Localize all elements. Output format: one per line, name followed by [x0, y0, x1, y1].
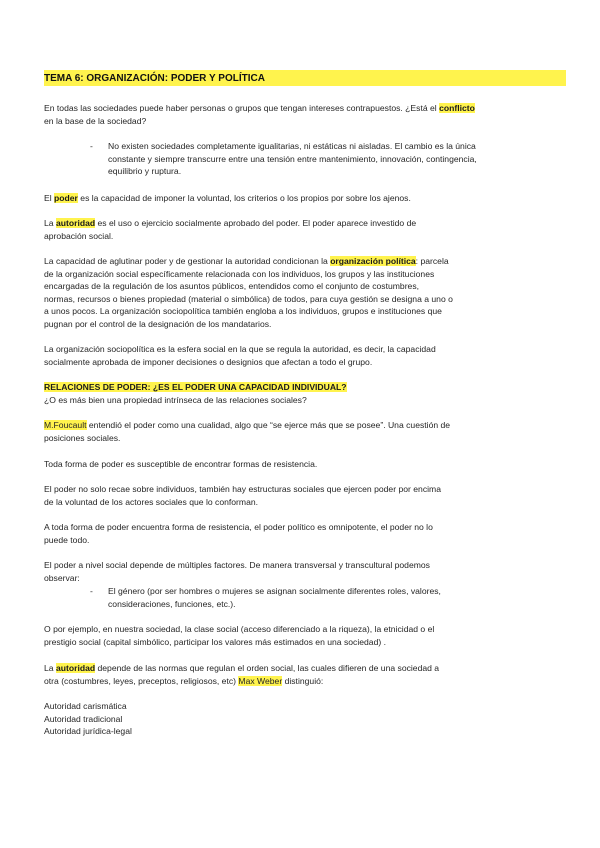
page-title: TEMA 6: ORGANIZACIÓN: PODER Y POLÍTICA: [44, 70, 566, 86]
highlight-max-weber: Max Weber: [238, 675, 283, 686]
text: distinguió:: [282, 675, 324, 686]
paragraph-autoridad: [44, 217, 560, 242]
list-item: Autoridad jurídica-legal: [44, 726, 132, 737]
text: ¿O es más bien una propiedad intrínseca de las relaciones sociales?: [44, 394, 307, 405]
highlight-conflicto: conflicto: [439, 103, 475, 113]
list-item: Autoridad carismática: [44, 701, 127, 711]
bullet-text: [108, 140, 477, 178]
text: La: [44, 663, 56, 673]
text: O por ejemplo, en nuestra sociedad, la clase social (acceso diferenciado a la riqueza), la etnicidad o el: [44, 624, 435, 634]
highlight-poder: poder: [54, 193, 78, 203]
text: depende de las normas que regulan el orden social, las cuales difieren de una sociedad a: [95, 663, 440, 673]
text: pugnan por el control de la designación de los mandatarios.: [44, 318, 272, 329]
text: observar:: [44, 572, 80, 583]
text: de la organización social específicamente relacionada con los individuos, los grupos y las instituciones: [44, 268, 435, 279]
paragraph-resistencia: [44, 458, 560, 471]
text: otra (costumbres, leyes, preceptos, religiosos, etc): [44, 675, 239, 686]
paragraph-estructuras: [44, 483, 560, 508]
highlight-autoridad-2: autoridad: [55, 663, 96, 673]
authority-types-list: [44, 700, 560, 738]
bullet-dash: -: [90, 586, 93, 596]
text: encargadas de la regulación de los asuntos públicos, entendidos como el conjunto de costumbres,: [44, 281, 420, 292]
bullet-text: [108, 585, 441, 610]
paragraph-sociopolitica: [44, 343, 560, 368]
paragraph-poder: [44, 192, 560, 205]
text: a unos pocos. La organización sociopolítica también engloba a los individuos, grupos e instituciones que: [44, 306, 442, 317]
text: de la voluntad de los actores sociales que lo conforman.: [44, 496, 259, 507]
text: en la base de la sociedad?: [44, 115, 147, 126]
paragraph-conflicto: [44, 102, 560, 127]
text: aprobación social.: [44, 230, 114, 241]
paragraph-clase-social: [44, 623, 560, 648]
paragraph-foucault: [44, 419, 560, 444]
text: : parcela: [415, 256, 449, 266]
text: equilibrio y ruptura.: [108, 166, 182, 177]
highlight-foucault: M.Foucault: [44, 420, 87, 430]
text: A toda forma de poder encuentra forma de resistencia, el poder político es omnipotente, el poder no lo: [44, 522, 433, 532]
text: posiciones sociales.: [44, 432, 121, 443]
text: La capacidad de aglutinar poder y de gestionar la autoridad condicionan la: [44, 256, 331, 266]
heading-relaciones-de-poder: RELACIONES DE PODER: ¿ES EL PODER UNA CAPACIDAD INDIVIDUAL?: [44, 382, 347, 392]
text: consideraciones, funciones, etc.).: [108, 598, 236, 609]
paragraph-weber: [44, 662, 560, 687]
highlight-organizacion-politica: organización política: [330, 256, 416, 266]
text: El poder no solo recae sobre individuos, también hay estructuras sociales que ejercen poder por encima: [44, 484, 441, 494]
highlight-autoridad: autoridad: [55, 218, 96, 228]
paragraph-organizacion-politica: [44, 255, 560, 331]
text: es la capacidad de imponer la voluntad, los criterios o los propios por sobre los ajenos.: [77, 193, 411, 203]
text: constante y siempre transcurre entre una tensión entre mantenimiento, innovación, contingencia,: [108, 153, 477, 164]
paragraph-factores: [44, 559, 560, 584]
text: El poder a nivel social depende de múltiples factores. De manera transversal y transcultural podemos: [44, 560, 430, 570]
text: El: [44, 193, 55, 203]
text: La: [44, 218, 56, 228]
text: entendió el poder como una cualidad, algo que “se ejerce más que se posee”. Una cuestión de: [86, 420, 451, 430]
text: En todas las sociedades puede haber personas o grupos que tengan intereses contrapuestos. ¿Está el: [44, 103, 440, 113]
list-item: Autoridad tradicional: [44, 713, 123, 724]
text: No existen sociedades completamente igualitarias, ni estáticas ni aisladas. El cambio es la única: [108, 141, 476, 151]
text: La organización sociopolítica es la esfera social en la que se regula la autoridad, es decir, la capacidad: [44, 344, 436, 354]
text: normas, recursos o bienes propiedad (material o simbólica) de todos, para cuya gestión se designa a uno o: [44, 293, 453, 304]
text: prestigio social (capital simbólico, participar los valores más estimados en una sociedad) .: [44, 636, 386, 647]
paragraph-omnipotente: [44, 521, 560, 546]
text: El género (por ser hombres o mujeres se asignan socialmente diferentes roles, valores,: [108, 586, 441, 596]
text: puede todo.: [44, 534, 90, 545]
bullet-dash: -: [90, 141, 93, 151]
section-heading-relaciones: [44, 381, 560, 406]
text: socialmente aprobada de imponer decisiones o designios que afectan a todo el grupo.: [44, 356, 373, 367]
text: Toda forma de poder es susceptible de encontrar formas de resistencia.: [44, 459, 318, 469]
text: es el uso o ejercicio socialmente aprobado del poder. El poder aparece investido de: [95, 218, 417, 228]
